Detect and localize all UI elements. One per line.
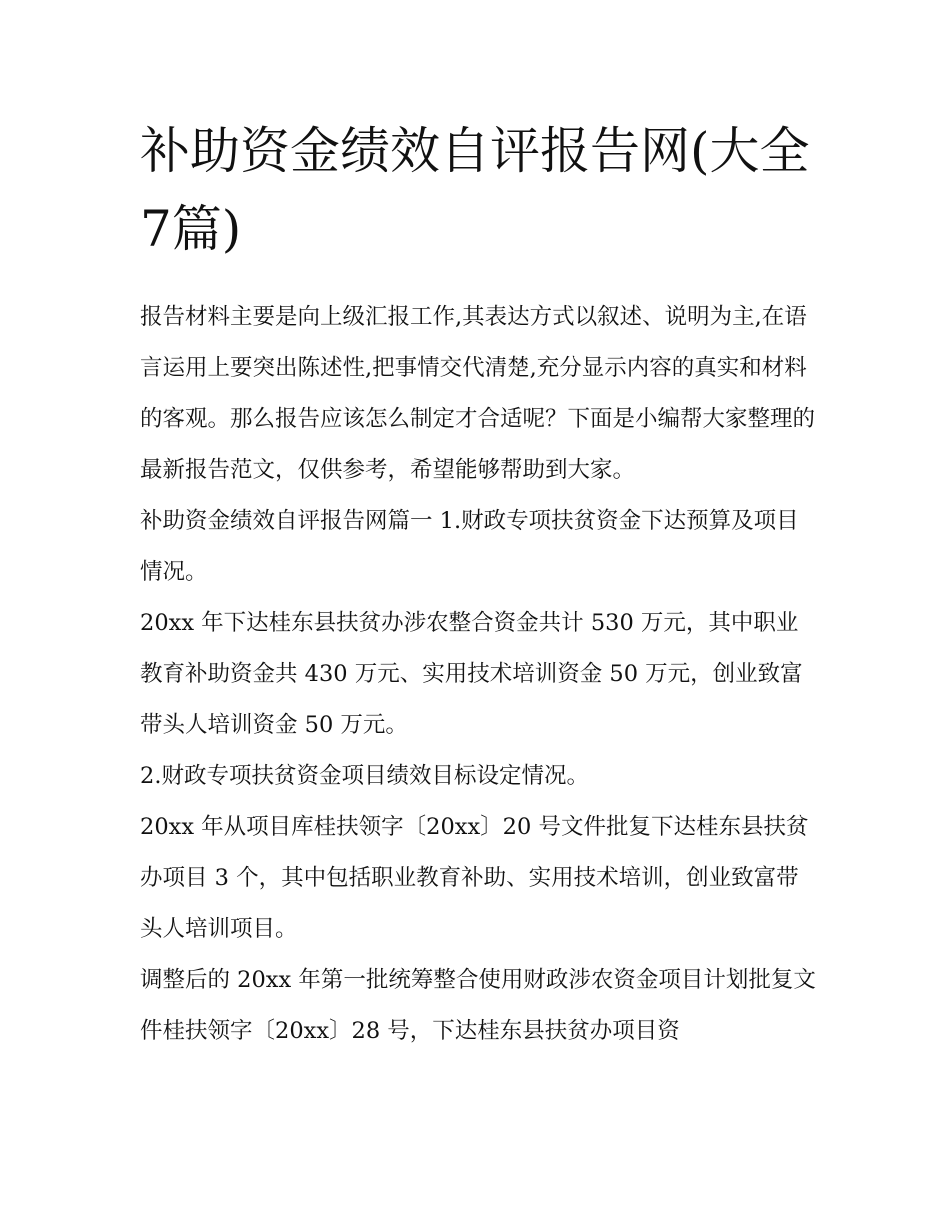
project-approval-paragraph: 20xx 年从项目库桂扶领字〔20xx〕20 号文件批复下达桂东县扶贫办项目 3 个，其中包括职业教育补助、实用技术培训，创业致富带头人培训项目。 xyxy=(140,814,809,942)
intro-paragraph: 报告材料主要是向上级汇报工作,其表达方式以叙述、说明为主,在语言运用上要突出陈述性,把事情交代清楚,充分显示内容的真实和材料的客观。那么报告应该怎么制定才合适呢？下面是小编帮大家整理的最新报告范文，仅供参考，希望能够帮助到大家。 xyxy=(140,304,816,483)
document-page xyxy=(140,112,820,1057)
performance-target-heading: 2.财政专项扶贫资金项目绩效目标设定情况。 xyxy=(140,763,589,789)
document-title: 补助资金绩效自评报告网(大全7篇) xyxy=(140,122,810,258)
section-one-heading-paragraph: 补助资金绩效自评报告网篇一 1.财政专项扶贫资金下达预算及项目情况。 xyxy=(140,508,799,585)
funding-amount-paragraph: 20xx 年下达桂东县扶贫办涉农整合资金共计 530 万元，其中职业教育补助资金共 430 万元、实用技术培训资金 50 万元，创业致富带头人培训资金 50 万元。 xyxy=(140,610,803,738)
adjusted-plan-paragraph: 调整后的 20xx 年第一批统筹整合使用财政涉农资金项目计划批复文件桂扶领字〔20xx〕28 号，下达桂东县扶贫办项目资 xyxy=(140,967,816,1044)
